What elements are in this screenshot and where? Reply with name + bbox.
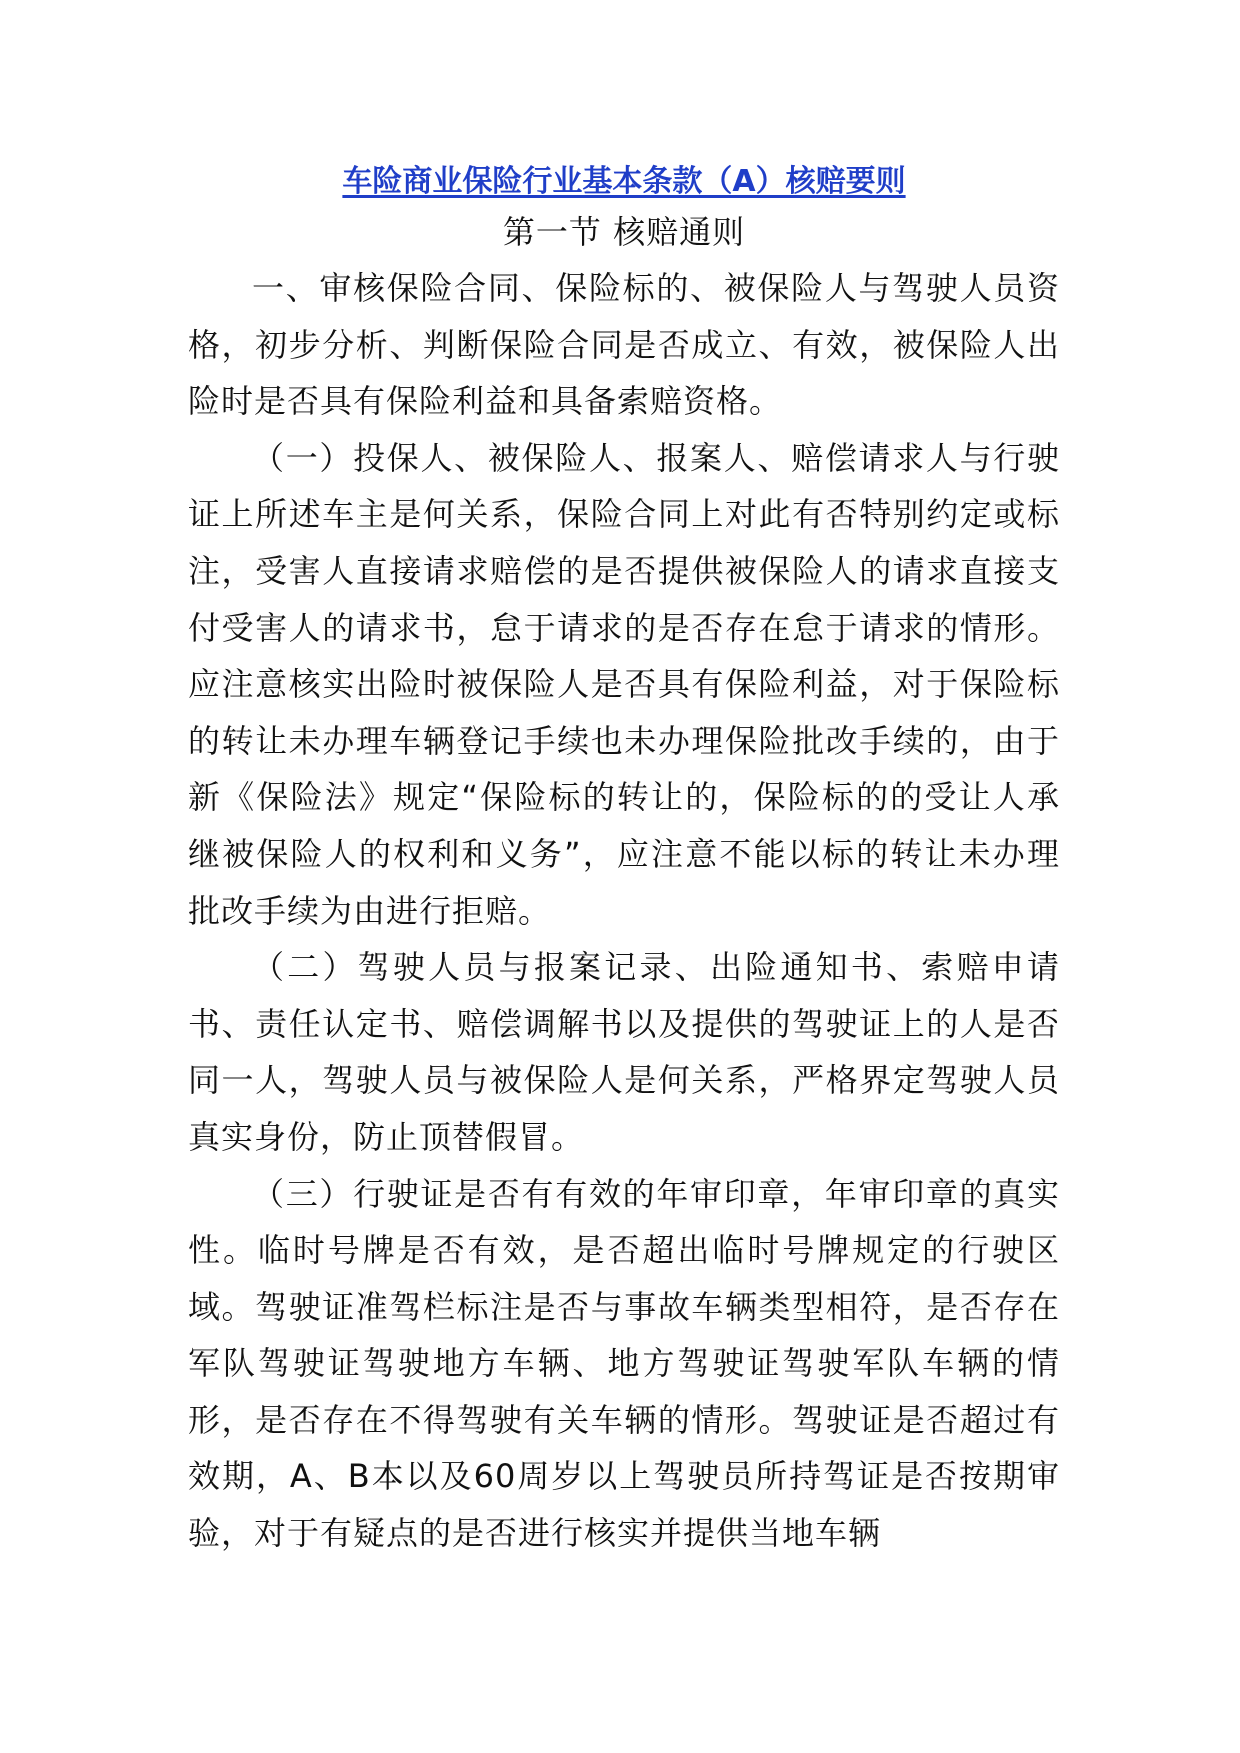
paragraph-4: （三）行驶证是否有有效的年审印章，年审印章的真实性。临时号牌是否有效，是否超出临时号牌规定的行驶区域。驾驶证准驾栏标注是否与事故车辆类型相符，是否存在军队驾驶证驾驶地方车辆、地方驾驶证驾驶军队车辆的情形，是否存在不得驾驶有关车辆的情形。驾驶证是否超过有效期，A、B本以及60周岁以上驾驶员所持驾证是否按期审验，对于有疑点的是否进行核实并提供当地车辆 <box>188 1174 1060 1553</box>
paragraph-1: 一、审核保险合同、保险标的、被保险人与驾驶人员资格，初步分析、判断保险合同是否成立、有效，被保险人出险时是否具有保险利益和具备索赔资格。 <box>188 269 1060 421</box>
section-title: 第一节 核赔通则 <box>502 213 746 251</box>
document-page <box>188 160 1060 1562</box>
document-title-link[interactable]: 车险商业保险行业基本条款（A）核赔要则 <box>342 164 906 199</box>
paragraph-3: （二）驾驶人员与报案记录、出险通知书、索赔申请书、责任认定书、赔偿调解书以及提供的驾驶证上的人是否同一人，驾驶人员与被保险人是何关系，严格界定驾驶人员真实身份，防止顶替假冒。 <box>188 948 1060 1156</box>
document-title <box>188 160 1060 204</box>
paragraph-2: （一）投保人、被保险人、报案人、赔偿请求人与行驶证上所述车主是何关系，保险合同上对此有否特别约定或标注，受害人直接请求赔偿的是否提供被保险人的请求直接支付受害人的请求书，怠于请求的是否存在怠于请求的情形。应注意核实出险时被保险人是否具有保险利益，对于保险标的转让未办理车辆登记手续也未办理保险批改手续的，由于新《保险法》规定“保险标的转让的，保险标的的受让人承继被保险人的权利和义务”，应注意不能以标的转让未办理批改手续为由进行拒赔。 <box>188 438 1060 930</box>
